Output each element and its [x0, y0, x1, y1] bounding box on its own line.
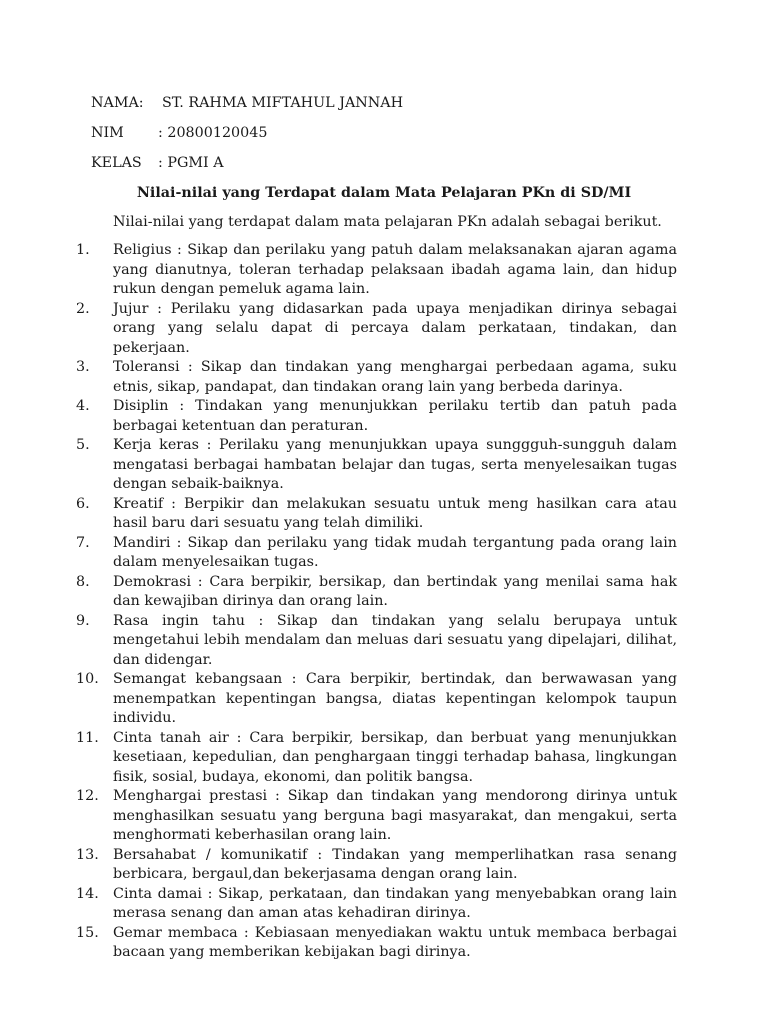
- list-item-text: Religius : Sikap dan perilaku yang patuh dalam melaksanakan ajaran agama yang dianutnya, toleran terhadap pelaksaan ibadah agama lain, dan hidup rukun dengan pemeluk agama lain.: [113, 242, 677, 297]
- list-item-text: Cinta damai : Sikap, perkataan, dan tindakan yang menyebabkan orang lain merasa senang dan aman atas kehadiran dirinya.: [113, 885, 677, 921]
- kelas-label: KELAS: [91, 155, 142, 171]
- list-item: [76, 924, 677, 963]
- list-item-text: Cinta tanah air : Cara berpikir, bersikap, dan berbuat yang menunjukkan kesetiaan, kepedulian, dan penghargaan tinggi terhadap bahasa, lingkungan fisik, sosial, budaya, ekonomi, dan politik bangsa.: [113, 729, 677, 785]
- list-item-number: 9.: [76, 612, 90, 629]
- list-item: [76, 612, 677, 671]
- list-item-text: Kreatif : Berpikir dan melakukan sesuatu untuk meng hasilkan cara atau hasil baru dari sesuatu yang telah dimiliki.: [113, 495, 677, 531]
- list-item-number: 10.: [76, 671, 99, 687]
- values-list: [76, 241, 677, 963]
- list-item-number: 4.: [76, 398, 90, 414]
- list-item-text: Rasa ingin tahu : Sikap dan tindakan yang selalu berupaya untuk mengetahui lebih mendalam dan meluas dari sesuatu yang dipelajari, dilihat, dan didengar.: [113, 612, 677, 668]
- list-item-number: 7.: [76, 534, 90, 551]
- nama-value: ST. RAHMA MIFTAHUL JANNAH: [162, 95, 404, 111]
- list-item-text: Demokrasi : Cara berpikir, bersikap, dan bertindak yang menilai sama hak dan kewajiban dirinya dan orang lain.: [113, 573, 677, 609]
- list-item: [76, 495, 677, 534]
- list-item-number: 1.: [76, 242, 90, 258]
- list-item-text: Jujur : Perilaku yang didasarkan pada upaya menjadikan dirinya sebagai orang yang selalu dapat di percaya dalam perkataan, tindakan, dan pekerjaan.: [113, 300, 677, 356]
- nim-label: NIM: [91, 125, 124, 141]
- list-item-number: 15.: [76, 924, 99, 941]
- list-item: [76, 787, 677, 846]
- list-item-number: 8.: [76, 573, 90, 590]
- list-item: [76, 573, 677, 612]
- list-item-number: 13.: [76, 846, 99, 863]
- list-item-text: Menghargai prestasi : Sikap dan tindakan yang mendorong dirinya untuk menghasilkan sesuatu yang berguna bagi masyarakat, dan mengakui, serta menghormati keberhasilan orang lain.: [113, 788, 677, 843]
- list-item: [76, 241, 677, 300]
- list-item: [76, 670, 677, 729]
- list-item-text: Kerja keras : Perilaku yang menunjukkan upaya sunggguh-sungguh dalam mengatasi berbagai hambatan belajar dan tugas, serta menyelesaikan tugas dengan sebaik-baiknya.: [113, 437, 677, 492]
- list-item-text: Gemar membaca : Kebiasaan menyediakan waktu untuk membaca berbagai bacaan yang memberikan kebijakan bagi dirinya.: [113, 924, 677, 960]
- list-item: [76, 436, 677, 495]
- list-item: [76, 300, 677, 359]
- list-item-number: 6.: [76, 495, 90, 512]
- intro-paragraph: Nilai-nilai yang terdapat dalam mata pelajaran PKn adalah sebagai berikut.: [113, 214, 662, 230]
- list-item-text: Mandiri : Sikap dan perilaku yang tidak mudah tergantung pada orang lain dalam menyelesaikan tugas.: [113, 534, 677, 570]
- list-item-number: 3.: [76, 359, 90, 375]
- document-title: Nilai-nilai yang Terdapat dalam Mata Pelajaran PKn di SD/MI: [136, 185, 632, 201]
- list-item: [76, 397, 677, 436]
- list-item-number: 11.: [76, 729, 99, 746]
- nama-label: NAMA:: [91, 95, 144, 111]
- list-item-number: 5.: [76, 437, 90, 453]
- list-item-number: 2.: [76, 300, 90, 317]
- kelas-value: : PGMI A: [158, 155, 224, 171]
- list-item: [76, 729, 677, 788]
- list-item-text: Semangat kebangsaan : Cara berpikir, bertindak, dan berwawasan yang menempatkan kepentingan bangsa, diatas kepentingan kelompok taupun individu.: [113, 671, 677, 726]
- nim-value: : 20800120045: [158, 125, 268, 141]
- list-item-text: Bersahabat / komunikatif : Tindakan yang memperlihatkan rasa senang berbicara, bergaul,dan bekerjasama dengan orang lain.: [113, 846, 677, 882]
- list-item: [76, 846, 677, 885]
- list-item-number: 14.: [76, 885, 99, 902]
- list-item: [76, 534, 677, 573]
- list-item: [76, 358, 677, 397]
- list-item: [76, 885, 677, 924]
- list-item-text: Toleransi : Sikap dan tindakan yang menghargai perbedaan agama, suku etnis, sikap, pandapat, dan tindakan orang lain yang berbeda darinya.: [113, 359, 677, 395]
- list-item-text: Disiplin : Tindakan yang menunjukkan perilaku tertib dan patuh pada berbagai ketentuan dan peraturan.: [113, 398, 677, 434]
- list-item-number: 12.: [76, 788, 99, 804]
